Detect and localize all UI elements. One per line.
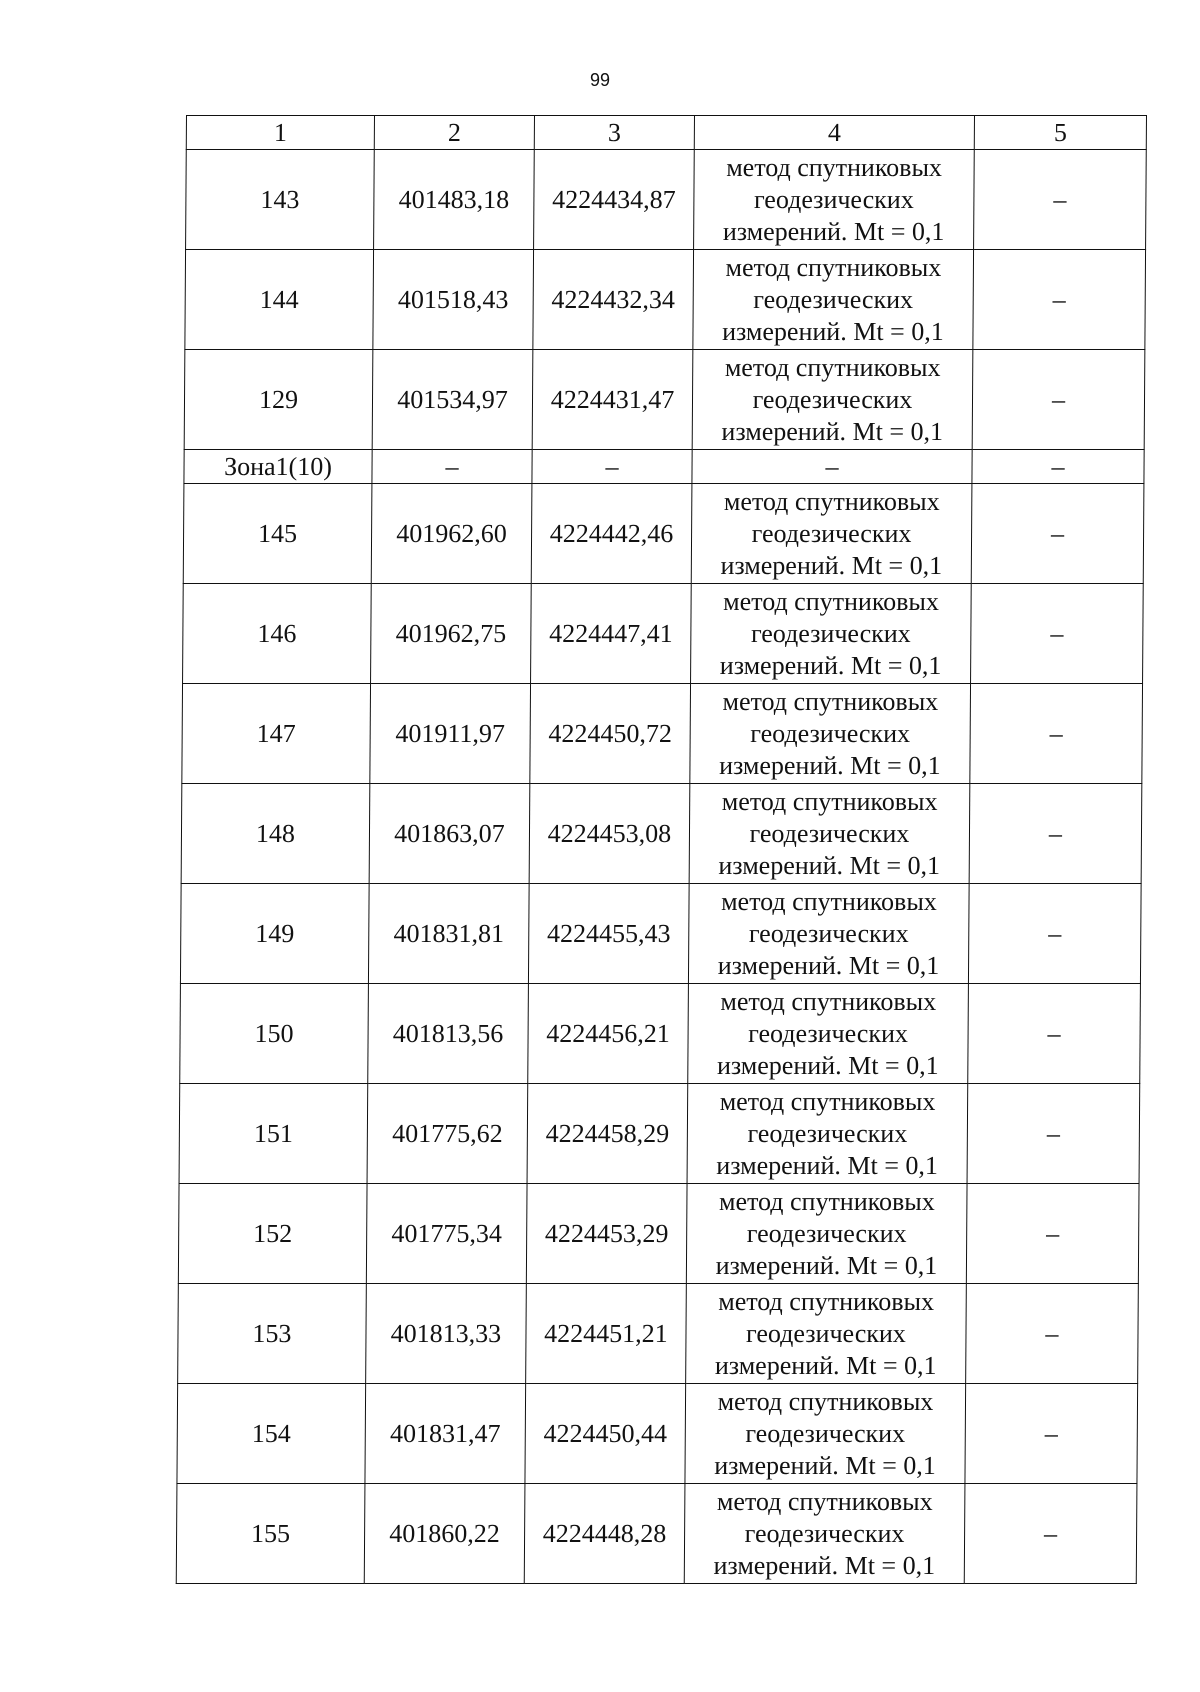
method-line: геодезических (748, 1018, 909, 1048)
column-header-1: 1 (186, 116, 374, 150)
table-row (183, 484, 1144, 584)
method-line: метод спутниковых (721, 786, 938, 816)
method-cell (692, 450, 972, 484)
method-cell (686, 1184, 967, 1284)
method-line: метод спутниковых (724, 352, 941, 382)
method-line: геодезических (744, 1518, 905, 1548)
coordinate-y-cell: 4224431,47 (532, 350, 693, 450)
point-id-cell: 152 (178, 1184, 367, 1284)
note-cell: – (966, 1284, 1139, 1384)
note-cell: – (972, 450, 1144, 484)
method-line: метод спутниковых (717, 1386, 934, 1416)
method-line: геодезических (751, 518, 912, 548)
table-row (180, 984, 1141, 1084)
coordinates-table (176, 115, 1147, 1584)
note-cell: – (971, 584, 1144, 684)
table-row (178, 1284, 1139, 1384)
note-cell: – (972, 350, 1145, 450)
coordinate-x-cell: 401831,81 (368, 884, 529, 984)
table-row (180, 884, 1141, 984)
note-cell: – (971, 484, 1144, 584)
method-line: метод спутниковых (721, 886, 937, 916)
table-row (177, 1384, 1138, 1484)
method-line: метод спутниковых (726, 152, 943, 182)
method-line: геодезических (745, 1418, 906, 1448)
point-id-cell: 151 (179, 1084, 368, 1184)
coordinate-y-cell: 4224442,46 (531, 484, 692, 584)
point-id-cell: 129 (184, 350, 373, 450)
table-row (184, 350, 1145, 450)
coordinate-y-cell: 4224448,28 (524, 1484, 685, 1584)
coordinate-x-cell: 401518,43 (373, 250, 534, 350)
method-cell (691, 584, 972, 684)
note-cell: – (970, 684, 1143, 784)
point-id-cell: 145 (183, 484, 372, 584)
column-header-4: 4 (694, 116, 974, 150)
method-cell (684, 1484, 965, 1584)
note-cell: – (969, 784, 1142, 884)
coordinate-x-cell: 401775,62 (367, 1084, 528, 1184)
note-cell: – (974, 150, 1147, 250)
table-row (178, 1184, 1139, 1284)
point-id-cell: Зона1(10) (184, 450, 372, 484)
method-line: геодезических (749, 818, 910, 848)
method-cell (687, 1084, 968, 1184)
method-line: метод спутниковых (716, 1486, 933, 1516)
method-line: метод спутниковых (723, 586, 940, 616)
method-line: геодезических (750, 618, 911, 648)
method-cell (693, 250, 974, 350)
table-row (186, 150, 1147, 250)
method-line: измерений. Mt = 0,1 (716, 1050, 939, 1080)
method-line: метод спутниковых (723, 486, 940, 516)
zone-row (184, 450, 1144, 484)
method-line: геодезических (748, 918, 909, 948)
point-id-cell: 148 (181, 784, 370, 884)
method-line: геодезических (753, 284, 914, 314)
table-header-row (186, 116, 1146, 150)
method-line: измерений. Mt = 0,1 (721, 416, 944, 446)
table-row (179, 1084, 1140, 1184)
point-id-cell: 143 (186, 150, 375, 250)
method-line: метод спутниковых (722, 686, 939, 716)
note-cell: – (968, 884, 1141, 984)
coordinate-y-cell: 4224450,72 (530, 684, 691, 784)
method-line: измерений. Mt = 0,1 (714, 1350, 937, 1380)
coordinate-y-cell: 4224455,43 (528, 884, 689, 984)
coordinate-x-cell: 401863,07 (369, 784, 530, 884)
method-line: измерений. Mt = 0,1 (720, 550, 943, 580)
coordinate-x-cell: 401860,22 (364, 1484, 525, 1584)
method-line: геодезических (753, 184, 914, 214)
method-line: измерений. Mt = 0,1 (714, 1450, 936, 1480)
method-line: измерений. Mt = 0,1 (719, 750, 941, 780)
method-cell (686, 1284, 967, 1384)
coordinate-y-cell: 4224453,08 (529, 784, 690, 884)
note-cell: – (968, 984, 1141, 1084)
coordinate-x-cell: 401911,97 (370, 684, 531, 784)
column-header-2: 2 (374, 116, 534, 150)
note-cell: – (965, 1384, 1138, 1484)
method-line: измерений. Mt = 0,1 (715, 1250, 938, 1280)
method-line: геодезических (746, 1318, 906, 1348)
coordinate-y-cell: 4224458,29 (527, 1084, 688, 1184)
point-id-cell: 147 (182, 684, 371, 784)
point-id-cell: 155 (176, 1484, 365, 1584)
method-line: геодезических (747, 1118, 908, 1148)
method-cell (690, 684, 971, 784)
coordinate-y-cell: 4224453,29 (526, 1184, 687, 1284)
coordinate-x-cell: – (372, 450, 532, 484)
column-header-5: 5 (974, 116, 1146, 150)
point-id-cell: 144 (185, 250, 374, 350)
note-cell: – (964, 1484, 1137, 1584)
method-line: – (825, 451, 839, 481)
method-line: геодезических (750, 718, 911, 748)
method-line: геодезических (746, 1218, 907, 1248)
method-cell (688, 884, 969, 984)
method-cell (694, 150, 975, 250)
method-line: измерений. Mt = 0,1 (722, 216, 945, 246)
coordinate-x-cell: 401483,18 (374, 150, 535, 250)
note-cell: – (973, 250, 1146, 350)
method-line: метод спутниковых (718, 1286, 935, 1316)
coordinate-y-cell: 4224432,34 (533, 250, 694, 350)
table-row (185, 250, 1146, 350)
method-line: измерений. Mt = 0,1 (722, 316, 944, 346)
point-id-cell: 153 (178, 1284, 367, 1384)
column-header-3: 3 (534, 116, 694, 150)
table-row (182, 684, 1143, 784)
method-line: измерений. Mt = 0,1 (717, 950, 940, 980)
method-line: метод спутниковых (718, 1186, 935, 1216)
table-body (176, 150, 1146, 1584)
coordinate-x-cell: 401534,97 (372, 350, 533, 450)
coordinate-y-cell: – (532, 450, 692, 484)
note-cell: – (967, 1084, 1140, 1184)
table-row (183, 584, 1144, 684)
coordinate-y-cell: 4224447,41 (531, 584, 692, 684)
coordinate-x-cell: 401962,75 (371, 584, 532, 684)
coordinate-y-cell: 4224450,44 (525, 1384, 686, 1484)
coordinate-x-cell: 401775,34 (366, 1184, 527, 1284)
note-cell: – (966, 1184, 1139, 1284)
page-number: 99 (589, 70, 611, 90)
coordinate-x-cell: 401813,56 (368, 984, 529, 1084)
coordinate-y-cell: 4224451,21 (526, 1284, 687, 1384)
method-line: измерений. Mt = 0,1 (718, 850, 941, 880)
point-id-cell: 154 (177, 1384, 366, 1484)
method-line: метод спутниковых (720, 986, 937, 1016)
coordinate-y-cell: 4224456,21 (528, 984, 689, 1084)
point-id-cell: 150 (180, 984, 369, 1084)
coordinate-x-cell: 401962,60 (371, 484, 532, 584)
method-line: геодезических (752, 384, 913, 414)
method-cell (691, 484, 972, 584)
method-cell (692, 350, 973, 450)
coordinate-x-cell: 401813,33 (366, 1284, 527, 1384)
method-line: измерений. Mt = 0,1 (716, 1150, 939, 1180)
method-line: измерений. Mt = 0,1 (719, 650, 942, 680)
point-id-cell: 149 (180, 884, 369, 984)
point-id-cell: 146 (183, 584, 372, 684)
coordinate-y-cell: 4224434,87 (534, 150, 695, 250)
method-cell (688, 984, 969, 1084)
method-line: метод спутниковых (719, 1086, 936, 1116)
method-line: метод спутниковых (725, 252, 942, 282)
method-line: измерений. Mt = 0,1 (713, 1550, 936, 1580)
table-row (176, 1484, 1137, 1584)
table-row (181, 784, 1142, 884)
coordinate-x-cell: 401831,47 (365, 1384, 526, 1484)
method-cell (689, 784, 970, 884)
method-cell (685, 1384, 966, 1484)
